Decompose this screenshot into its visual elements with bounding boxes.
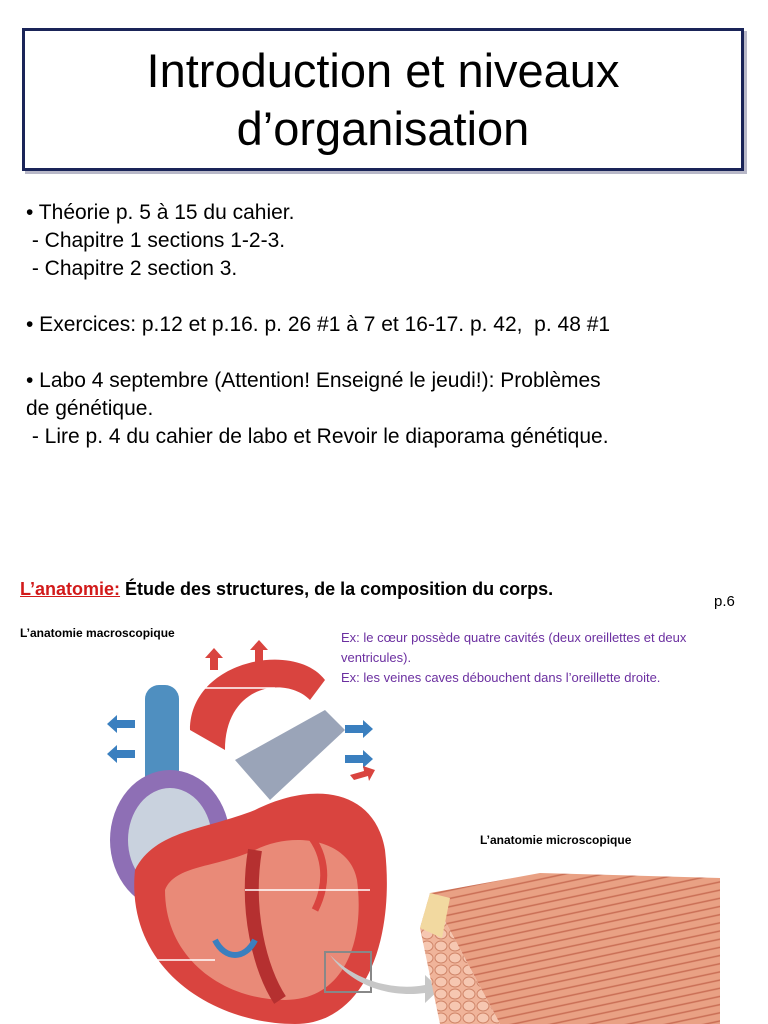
muscle-tissue-illustration (420, 868, 720, 1024)
macro-anatomy-label: L’anatomie macroscopique (20, 626, 175, 640)
examples-box (341, 628, 746, 688)
bullet-labo-line1: • Labo 4 septembre (Attention! Enseigné le jeudi!): Problèmes (26, 369, 601, 392)
micro-anatomy-label: L’anatomie microscopique (480, 833, 632, 847)
bullet-exercices: • Exercices: p.12 et p.16. p. 26 #1 à 7 et 16-17. p. 42, p. 48 #1 (26, 313, 611, 336)
bullet-chapitre-2: - Chapitre 2 section 3. (26, 257, 238, 280)
example-2: Ex: les veines caves débouchent dans l’oreillette droite. (341, 670, 661, 685)
anatomy-heading (20, 579, 553, 600)
pulmonary-trunk-shape (235, 710, 345, 800)
page-reference: p.6 (714, 593, 735, 610)
anatomy-term: L’anatomie: (20, 579, 121, 599)
slide-title-line2: d’organisation (236, 101, 530, 155)
bullet-list (26, 199, 756, 451)
slide-title (147, 42, 620, 158)
slide-title-line1: Introduction et niveaux (146, 43, 620, 97)
example-1: Ex: le cœur possède quatre cavités (deux oreillettes et deux ventricules). (341, 630, 687, 665)
bullet-labo-line2: de génétique. (26, 397, 154, 420)
bullet-chapitre-1: - Chapitre 1 sections 1-2-3. (26, 229, 286, 252)
bullet-theorie: • Théorie p. 5 à 15 du cahier. (26, 201, 295, 224)
bullet-labo-line3: - Lire p. 4 du cahier de labo et Revoir le diaporama génétique. (26, 425, 609, 448)
anatomy-definition: Étude des structures, de la composition du corps. (120, 579, 554, 599)
title-box (22, 28, 744, 171)
